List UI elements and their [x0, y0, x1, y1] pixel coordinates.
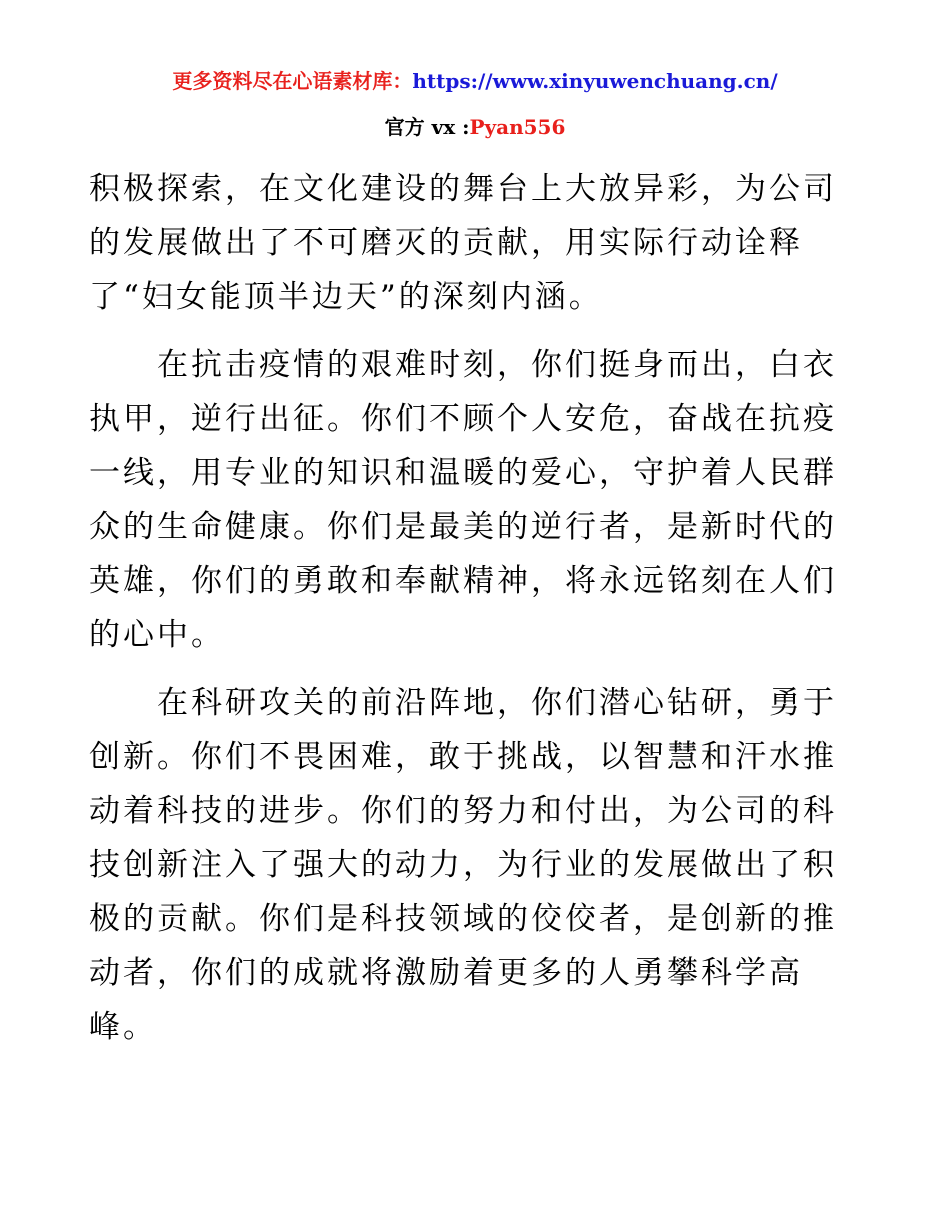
paragraph-3: [89, 676, 849, 1054]
paragraph-1: [89, 162, 849, 324]
paragraph-line: 积极探索，在文化建设的舞台上大放异彩，为公司: [89, 171, 837, 207]
paragraph-line: 动着科技的进步。你们的努力和付出，为公司的科: [89, 793, 837, 829]
paragraph-line: 的心中。: [89, 617, 225, 653]
paragraph-line: 在抗击疫情的艰难时刻，你们挺身而出，白衣: [89, 347, 837, 383]
paragraph-line: 执甲，逆行出征。你们不顾个人安危，奋战在抗疫: [89, 401, 837, 437]
paragraph-line: 创新。你们不畏困难，敢于挑战，以智慧和汗水推: [89, 739, 837, 775]
header-promo-text: 更多资料尽在心语素材库：: [172, 69, 413, 93]
header-promo-link[interactable]: https://www.xinyuwenchuang.cn/: [412, 69, 778, 93]
paragraph-line: 的发展做出了不可磨灭的贡献，用实际行动诠释: [89, 225, 803, 261]
paragraph-line: 了“妇女能顶半边天”的深刻内涵。: [89, 279, 603, 315]
paragraph-line: 峰。: [89, 1009, 157, 1045]
document-body: [89, 162, 849, 1054]
header-vx-id: Pyan556: [469, 115, 566, 139]
paragraph-line: 一线，用专业的知识和温暖的爱心，守护着人民群: [89, 455, 837, 491]
paragraph-line: 众的生命健康。你们是最美的逆行者，是新时代的: [89, 509, 837, 545]
paragraph-line: 英雄，你们的勇敢和奉献精神，将永远铭刻在人们: [89, 563, 837, 599]
header-vx-label: 官方 vx :: [384, 115, 470, 139]
paragraph-line: 技创新注入了强大的动力，为行业的发展做出了积: [89, 847, 837, 883]
paragraph-2: [89, 338, 849, 662]
paragraph-line: 极的贡献。你们是科技领域的佼佼者，是创新的推: [89, 901, 837, 937]
paragraph-line: 动者，你们的成就将激励着更多的人勇攀科学高: [89, 955, 803, 991]
paragraph-line: 在科研攻关的前沿阵地，你们潜心钻研，勇于: [89, 685, 837, 721]
header-contact-line: [0, 112, 950, 142]
header-promo-line: [0, 64, 950, 98]
